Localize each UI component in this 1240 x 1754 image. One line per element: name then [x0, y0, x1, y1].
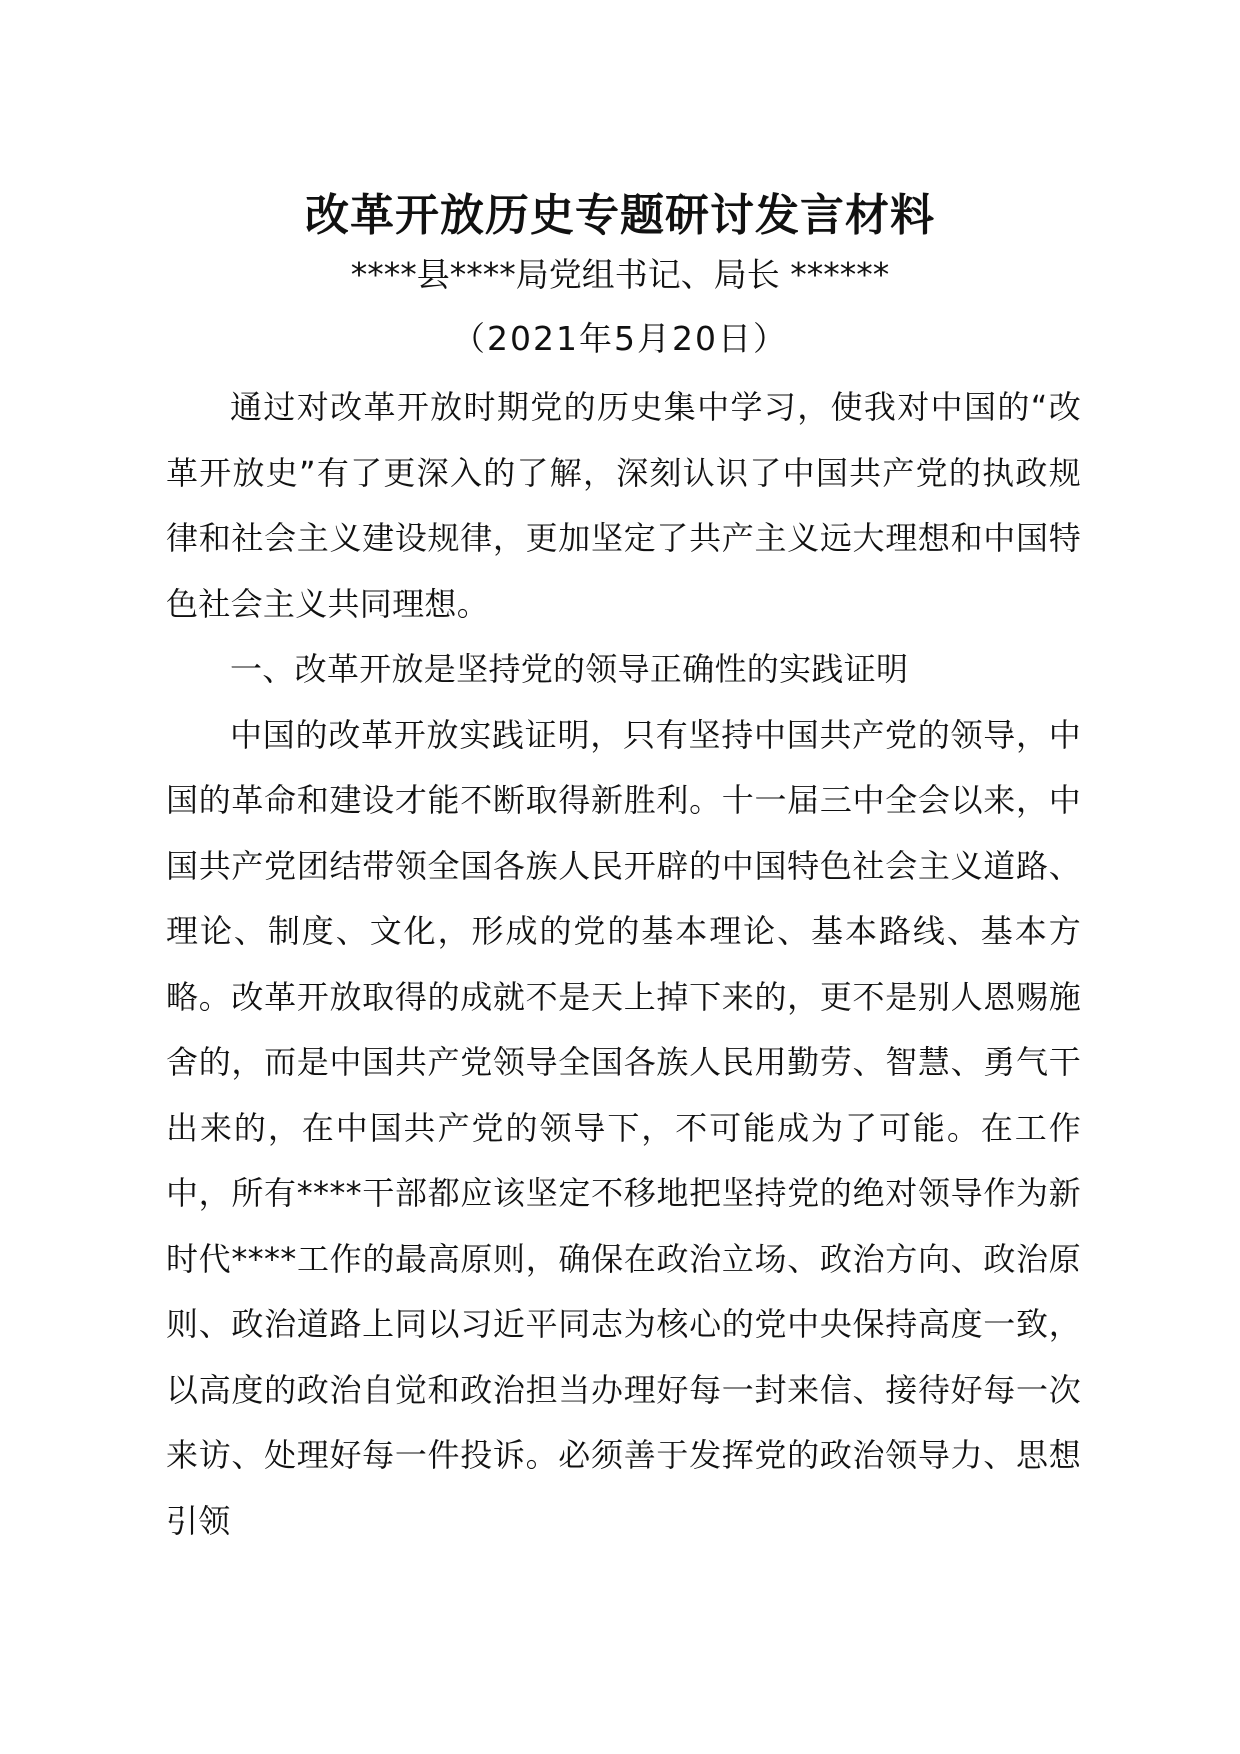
- document-title: 改革开放历史专题研讨发言材料: [305, 190, 935, 241]
- date-line: （2021年5月20日）: [452, 319, 788, 358]
- intro-paragraph: 通过对改革开放时期党的历史集中学习，使我对中国的“改革开放史”有了更深入的了解，深刻认识了中国共产党的执政规律和社会主义建设规律，更加坚定了共产主义远大理想和中国特色社会主义共同理想。: [166, 388, 1081, 623]
- document-body: [166, 375, 1081, 1554]
- author-line: ****县****局党组书记、局长 ******: [350, 255, 890, 294]
- body-paragraph: 中国的改革开放实践证明，只有坚持中国共产党的领导，中国的革命和建设才能不断取得新胜利。十一届三中全会以来，中国共产党团结带领全国各族人民开辟的中国特色社会主义道路、理论、制度、文化，形成的党的基本理论、基本路线、基本方略。改革开放取得的成就不是天上掉下来的，更不是别人恩赐施舍的，而是中国共产党领导全国各族人民用勤劳、智慧、勇气干出来的，在中国共产党的领导下，不可能成为了可能。在工作中，所有****干部都应该坚定不移地把坚持党的绝对领导作为新时代****工作的最高原则，确保在政治立场、政治方向、政治原则、政治道路上同以习近平同志为核心的党中央保持高度一致，以高度的政治自觉和政治担当办理好每一封来信、接待好每一次来访、处理好每一件投诉。必须善于发挥党的政治领导力、思想引领: [166, 715, 1081, 1540]
- section-heading: 一、改革开放是坚持党的领导正确性的实践证明: [230, 650, 909, 688]
